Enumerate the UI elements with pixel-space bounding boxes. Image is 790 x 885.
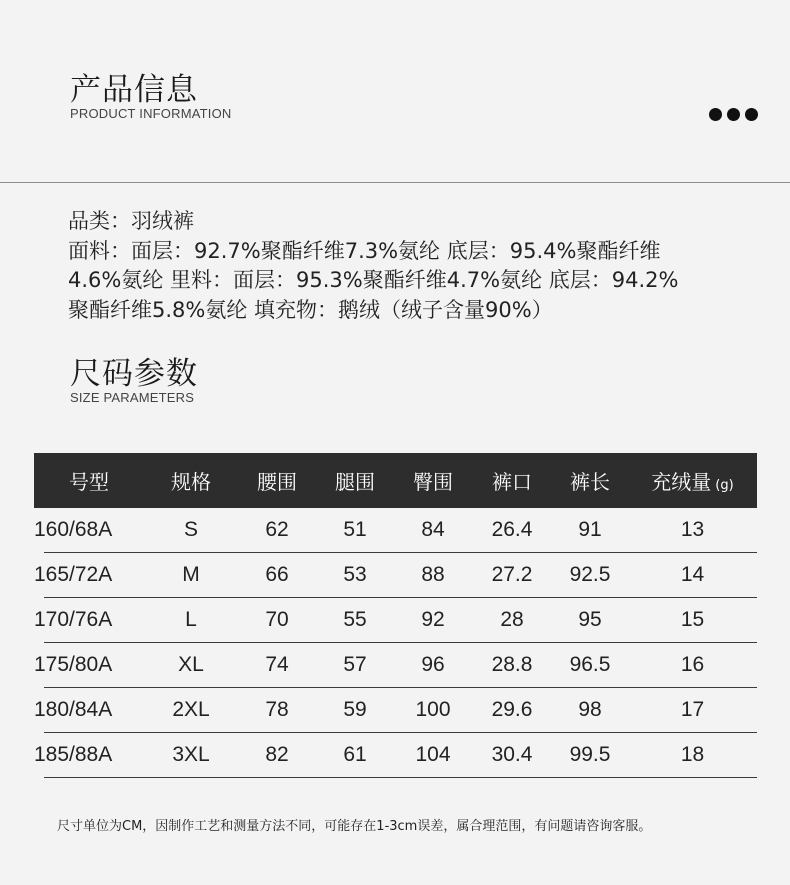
fill-label: 充绒量 [651,470,712,494]
table-cell: 78 [265,698,289,721]
table-row [34,688,757,733]
column-header-fill [628,466,757,495]
product-info-subtitle: PRODUCT INFORMATION [70,106,232,121]
column-header: 裤口 [492,470,532,494]
more-options-icon [709,108,758,121]
table-cell: 92 [421,608,445,631]
table-cell: 15 [680,608,705,631]
table-row [34,643,757,688]
table-row [34,508,757,553]
table-cell: 96.5 [569,653,611,676]
table-cell: 62 [265,518,289,541]
table-cell: 175/80A [34,653,113,676]
column-header: 臀围 [413,470,453,494]
table-cell: 17 [680,698,705,721]
info-line: 面料：面层：92.7%聚酯纤维7.3%氨纶 底层：95.4%聚酯纤维 [68,238,661,263]
table-cell: XL [178,653,204,676]
table-header [34,453,757,508]
table-cell: 88 [421,563,445,586]
table-cell: 3XL [172,743,210,766]
table-cell: 26.4 [491,518,533,541]
table-cell: M [182,563,200,586]
column-header: 腰围 [257,470,297,494]
table-cell: 61 [343,743,367,766]
table-cell: 165/72A [34,563,113,586]
column-header: 规格 [171,470,211,494]
table-cell: 99.5 [569,743,611,766]
product-info-title: 产品信息 [70,72,198,108]
divider [0,182,790,183]
table-cell: 30.4 [491,743,533,766]
dot-icon [745,108,758,121]
table-cell: 82 [265,743,289,766]
table-cell: 57 [343,653,367,676]
table-cell: 180/84A [34,698,113,721]
table-cell: 53 [343,563,367,586]
table-cell: 29.6 [491,698,533,721]
table-cell: 27.2 [491,563,533,586]
table-cell: 2XL [172,698,210,721]
table-row [34,598,757,643]
table-cell: 95 [578,608,602,631]
dot-icon [727,108,740,121]
table-cell: 98 [578,698,602,721]
table-cell: 28 [500,608,524,631]
footnote: 尺寸单位为CM，因制作工艺和测量方法不同，可能存在1-3cm误差，属合理范围，有问题请咨询客服。 [57,819,652,834]
table-cell: 185/88A [34,743,113,766]
table-cell: 170/76A [34,608,113,631]
size-params-title: 尺码参数 [70,356,198,392]
table-cell: 51 [343,518,367,541]
table-cell: 14 [680,563,705,586]
table-cell: S [183,518,198,541]
info-line: 品类：羽绒裤 [68,209,194,233]
table-cell: 28.8 [491,653,533,676]
unit-label: (g) [715,478,734,493]
size-table [34,453,757,778]
table-cell: 70 [265,608,289,631]
table-cell: 160/68A [34,518,113,541]
table-row [34,553,757,598]
table-cell: 96 [421,653,445,676]
table-cell: 59 [343,698,367,721]
table-cell: 13 [680,518,705,541]
info-line: 4.6%氨纶 里料：面层：95.3%聚酯纤维4.7%氨纶 底层：94.2% [68,268,679,292]
table-cell: 84 [421,518,445,541]
info-line: 聚酯纤维5.8%氨纶 填充物：鹅绒（绒子含量90%） [68,297,553,322]
dot-icon [709,108,722,121]
table-cell: L [185,608,197,631]
table-cell: 74 [265,653,289,676]
table-cell: 66 [265,563,289,586]
column-header: 裤长 [570,470,610,494]
table-cell: 100 [415,698,451,721]
table-cell: 55 [343,608,367,631]
table-cell: 92.5 [569,563,611,586]
table-cell: 104 [415,743,451,766]
product-info-text [68,207,768,325]
column-header: 腿围 [335,470,375,494]
column-header: 号型 [69,470,109,494]
table-cell: 91 [578,518,602,541]
size-params-subtitle: SIZE PARAMETERS [70,390,195,405]
table-cell: 18 [680,743,705,766]
table-body [34,508,757,778]
table-cell: 16 [680,653,705,676]
table-row [34,733,757,778]
